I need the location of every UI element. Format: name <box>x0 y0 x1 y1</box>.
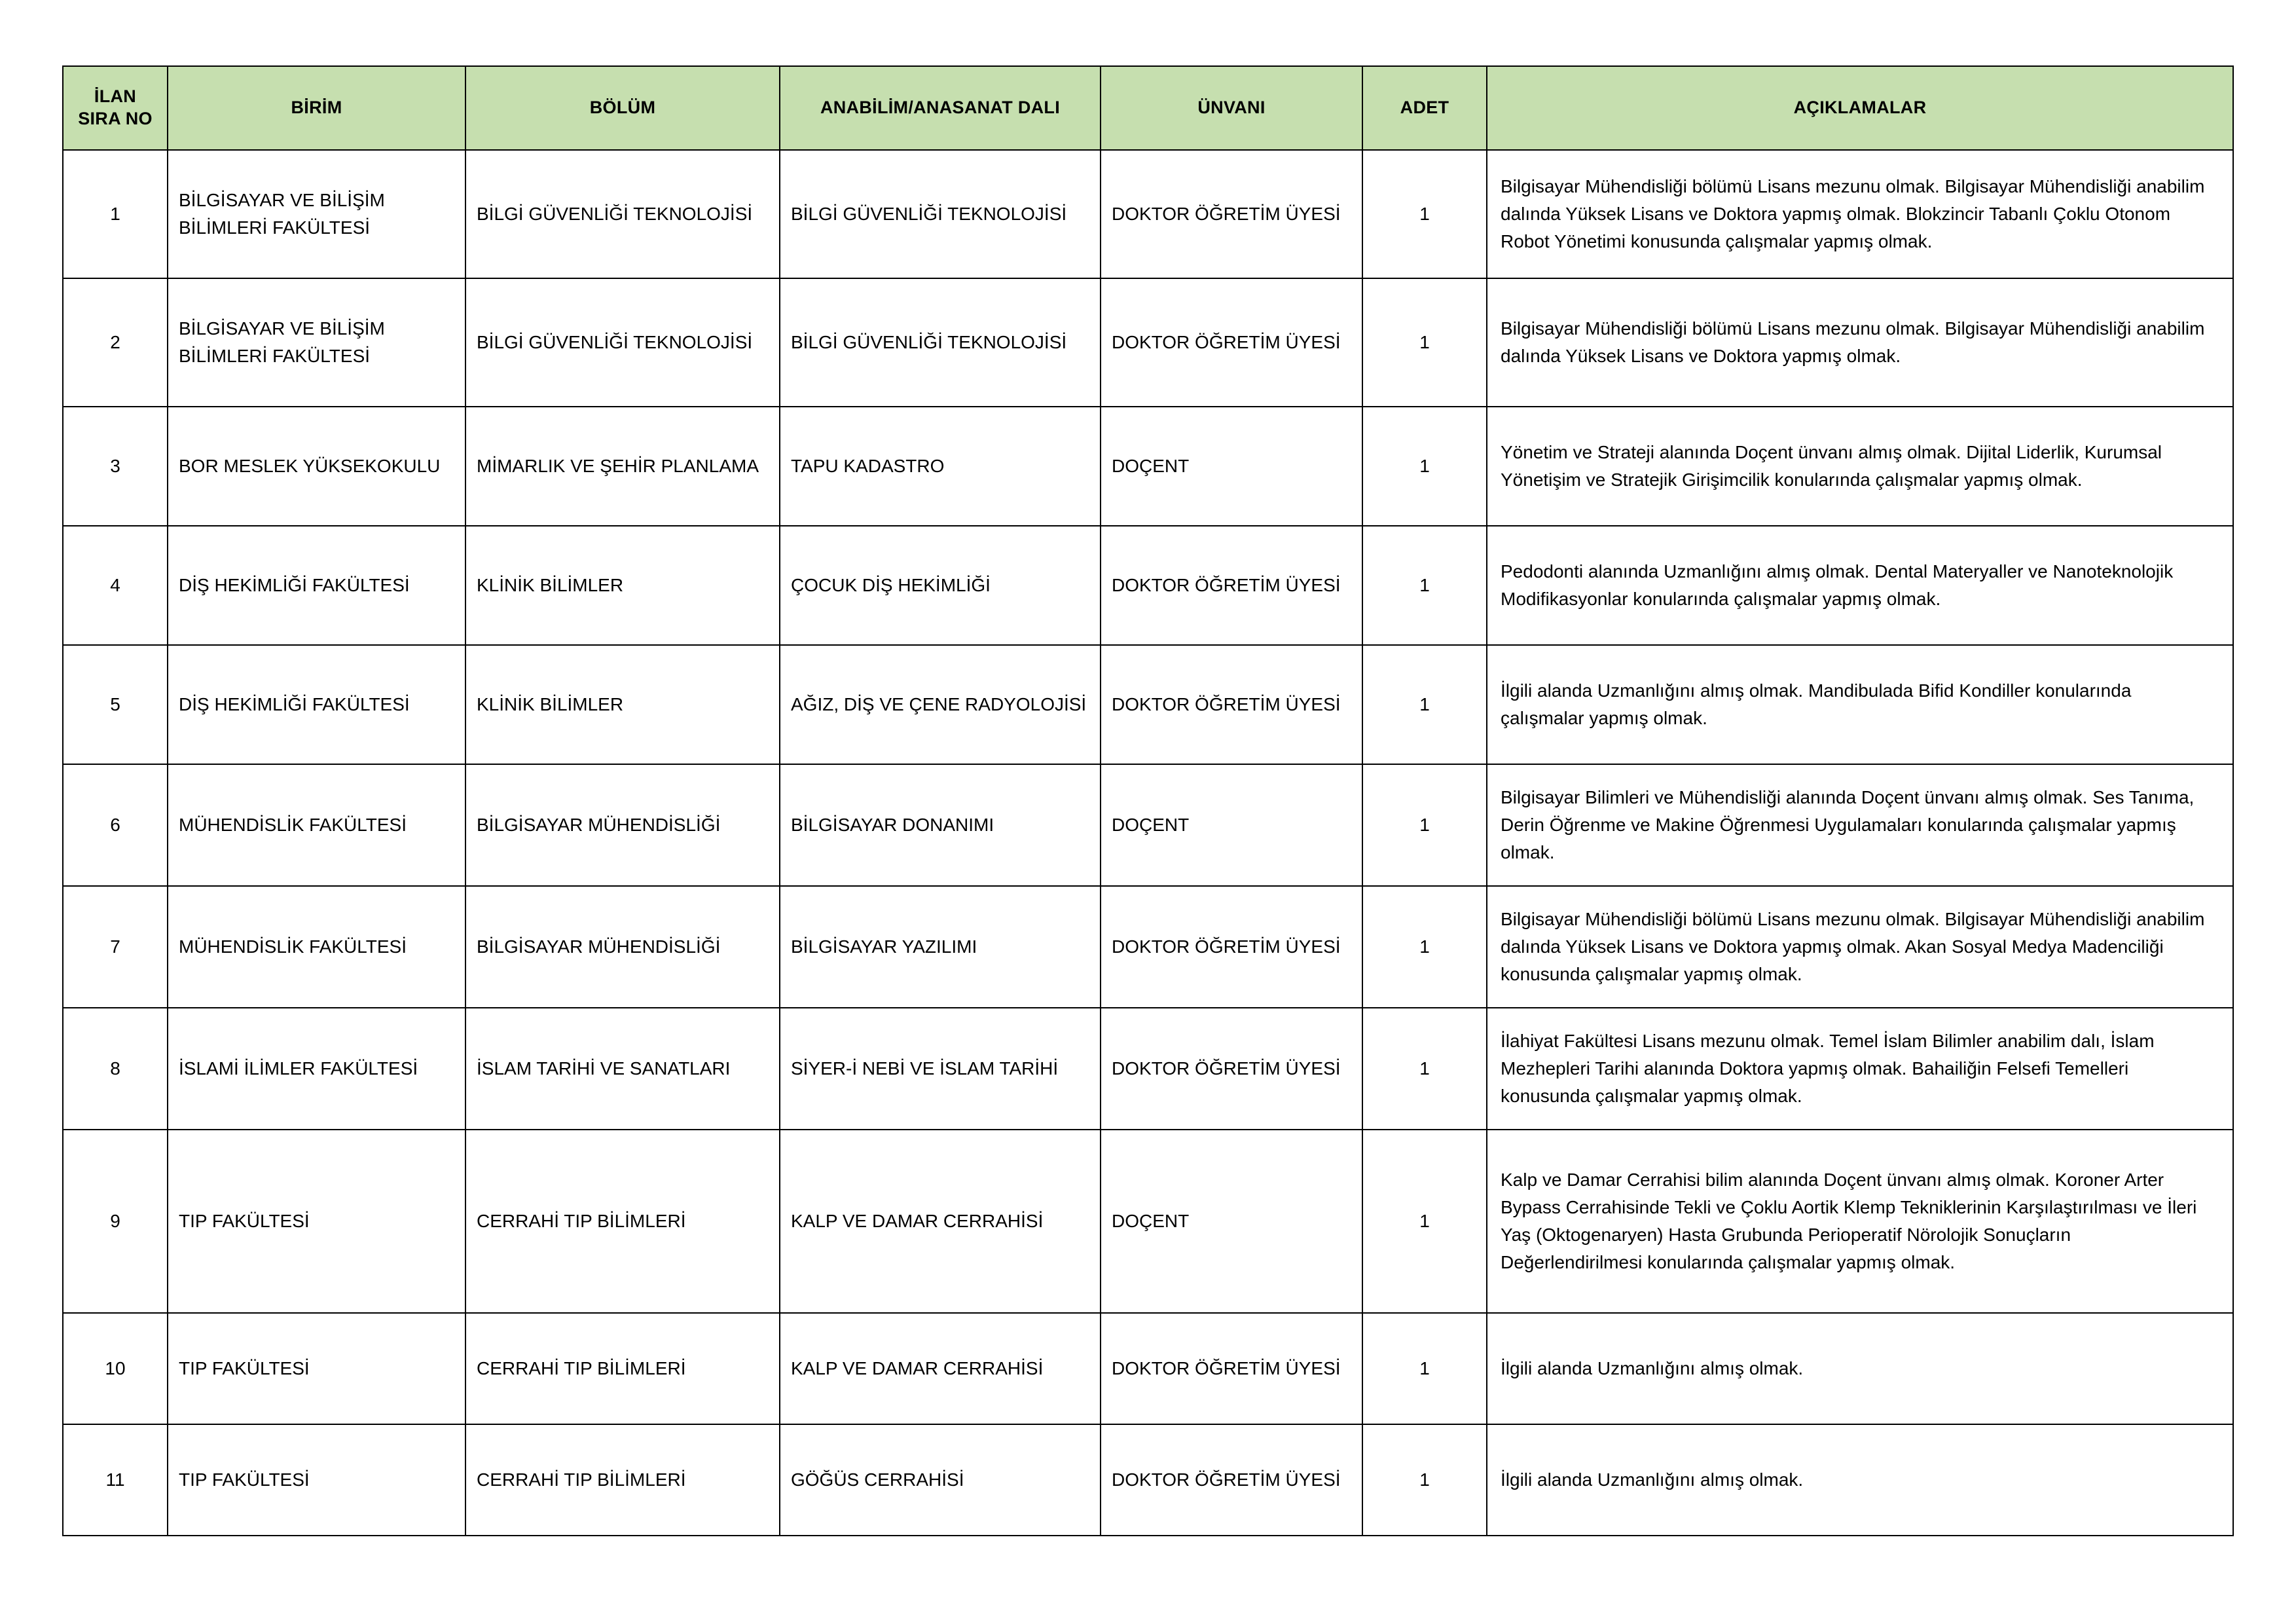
cell-unvan: DOKTOR ÖĞRETİM ÜYESİ <box>1101 645 1362 764</box>
cell-aciklama: Bilgisayar Mühendisliği bölümü Lisans mezunu olmak. Bilgisayar Mühendisliği anabilim dalında Yüksek Lisans ve Doktora yapmış olmak. Blokzincir Tabanlı Çoklu Otonom Robot Yönetimi konusunda çalışmalar yapmış olmak. <box>1487 150 2233 278</box>
table-row <box>63 645 2233 764</box>
column-header-ilan-line2: SIRA NO <box>78 109 153 128</box>
cell-anabilim: BİLGİSAYAR DONANIMI <box>780 764 1101 886</box>
table-header-row <box>63 66 2233 150</box>
cell-birim: İSLAMİ İLİMLER FAKÜLTESİ <box>168 1008 465 1130</box>
cell-bolum: KLİNİK BİLİMLER <box>465 526 780 645</box>
cell-aciklama: Bilgisayar Mühendisliği bölümü Lisans mezunu olmak. Bilgisayar Mühendisliği anabilim dalında Yüksek Lisans ve Doktora yapmış olmak. <box>1487 278 2233 407</box>
cell-bolum: CERRAHİ TIP BİLİMLERİ <box>465 1424 780 1536</box>
cell-adet: 1 <box>1362 526 1487 645</box>
cell-aciklama: İlahiyat Fakültesi Lisans mezunu olmak. Temel İslam Bilimler anabilim dalı, İslam Mezhepleri Tarihi alanında Doktora yapmış olmak. Bahailiğin Felsefi Temelleri konusunda çalışmalar yapmış olmak. <box>1487 1008 2233 1130</box>
cell-unvan: DOKTOR ÖĞRETİM ÜYESİ <box>1101 278 1362 407</box>
cell-unvan: DOÇENT <box>1101 1130 1362 1313</box>
cell-adet: 1 <box>1362 764 1487 886</box>
cell-adet: 1 <box>1362 1008 1487 1130</box>
cell-aciklama: Bilgisayar Mühendisliği bölümü Lisans mezunu olmak. Bilgisayar Mühendisliği anabilim dalında Yüksek Lisans ve Doktora yapmış olmak. Akan Sosyal Medya Madenciliği konusunda çalışmalar yapmış olmak. <box>1487 886 2233 1008</box>
cell-anabilim: GÖĞÜS CERRAHİSİ <box>780 1424 1101 1536</box>
column-header-ilan-sira-no <box>63 66 168 150</box>
cell-aciklama: Bilgisayar Bilimleri ve Mühendisliği alanında Doçent ünvanı almış olmak. Ses Tanıma, Derin Öğrenme ve Makine Öğrenmesi Uygulamaları konularında çalışmalar yapmış olmak. <box>1487 764 2233 886</box>
cell-adet: 1 <box>1362 1313 1487 1424</box>
cell-aciklama: İlgili alanda Uzmanlığını almış olmak. <box>1487 1313 2233 1424</box>
cell-sira-no: 8 <box>63 1008 168 1130</box>
cell-birim: TIP FAKÜLTESİ <box>168 1424 465 1536</box>
table-row <box>63 764 2233 886</box>
cell-adet: 1 <box>1362 407 1487 526</box>
cell-adet: 1 <box>1362 150 1487 278</box>
table-row <box>63 526 2233 645</box>
cell-sira-no: 6 <box>63 764 168 886</box>
cell-bolum: KLİNİK BİLİMLER <box>465 645 780 764</box>
table-row <box>63 278 2233 407</box>
cell-bolum: CERRAHİ TIP BİLİMLERİ <box>465 1313 780 1424</box>
cell-anabilim: SİYER-İ NEBİ VE İSLAM TARİHİ <box>780 1008 1101 1130</box>
cell-birim: MÜHENDİSLİK FAKÜLTESİ <box>168 886 465 1008</box>
column-header-anabilim-dali: ANABİLİM/ANASANAT DALI <box>780 66 1101 150</box>
column-header-aciklamalar: AÇIKLAMALAR <box>1487 66 2233 150</box>
cell-adet: 1 <box>1362 645 1487 764</box>
cell-sira-no: 4 <box>63 526 168 645</box>
column-header-birim: BİRİM <box>168 66 465 150</box>
cell-aciklama: İlgili alanda Uzmanlığını almış olmak. <box>1487 1424 2233 1536</box>
cell-unvan: DOKTOR ÖĞRETİM ÜYESİ <box>1101 526 1362 645</box>
cell-anabilim: BİLGİ GÜVENLİĞİ TEKNOLOJİSİ <box>780 150 1101 278</box>
cell-unvan: DOKTOR ÖĞRETİM ÜYESİ <box>1101 1008 1362 1130</box>
cell-sira-no: 9 <box>63 1130 168 1313</box>
column-header-unvani: ÜNVANI <box>1101 66 1362 150</box>
table-row <box>63 1008 2233 1130</box>
cell-sira-no: 10 <box>63 1313 168 1424</box>
cell-aciklama: Yönetim ve Strateji alanında Doçent ünvanı almış olmak. Dijital Liderlik, Kurumsal Yönetişim ve Stratejik Girişimcilik konularında çalışmalar yapmış olmak. <box>1487 407 2233 526</box>
cell-birim: DİŞ HEKİMLİĞİ FAKÜLTESİ <box>168 526 465 645</box>
cell-bolum: BİLGİ GÜVENLİĞİ TEKNOLOJİSİ <box>465 150 780 278</box>
cell-unvan: DOKTOR ÖĞRETİM ÜYESİ <box>1101 1424 1362 1536</box>
column-header-adet: ADET <box>1362 66 1487 150</box>
cell-unvan: DOÇENT <box>1101 764 1362 886</box>
table-header <box>63 66 2233 150</box>
cell-birim: BİLGİSAYAR VE BİLİŞİM BİLİMLERİ FAKÜLTESİ <box>168 150 465 278</box>
cell-aciklama: İlgili alanda Uzmanlığını almış olmak. Mandibulada Bifid Kondiller konularında çalışmalar yapmış olmak. <box>1487 645 2233 764</box>
cell-sira-no: 2 <box>63 278 168 407</box>
column-header-ilan-line1: İLAN <box>94 86 137 107</box>
table-row <box>63 886 2233 1008</box>
cell-aciklama: Pedodonti alanında Uzmanlığını almış olmak. Dental Materyaller ve Nanoteknolojik Modifikasyonlar konularında çalışmalar yapmış olmak. <box>1487 526 2233 645</box>
cell-anabilim: TAPU KADASTRO <box>780 407 1101 526</box>
cell-sira-no: 1 <box>63 150 168 278</box>
cell-sira-no: 11 <box>63 1424 168 1536</box>
table-row <box>63 407 2233 526</box>
cell-adet: 1 <box>1362 1130 1487 1313</box>
cell-birim: DİŞ HEKİMLİĞİ FAKÜLTESİ <box>168 645 465 764</box>
table-body <box>63 150 2233 1536</box>
cell-birim: TIP FAKÜLTESİ <box>168 1313 465 1424</box>
academic-positions-table <box>62 65 2234 1536</box>
cell-adet: 1 <box>1362 886 1487 1008</box>
table-row <box>63 1424 2233 1536</box>
cell-unvan: DOÇENT <box>1101 407 1362 526</box>
cell-birim: BOR MESLEK YÜKSEKOKULU <box>168 407 465 526</box>
cell-anabilim: BİLGİSAYAR YAZILIMI <box>780 886 1101 1008</box>
cell-bolum: CERRAHİ TIP BİLİMLERİ <box>465 1130 780 1313</box>
cell-sira-no: 5 <box>63 645 168 764</box>
cell-sira-no: 3 <box>63 407 168 526</box>
cell-anabilim: ÇOCUK DİŞ HEKİMLİĞİ <box>780 526 1101 645</box>
cell-bolum: MİMARLIK VE ŞEHİR PLANLAMA <box>465 407 780 526</box>
cell-sira-no: 7 <box>63 886 168 1008</box>
table-row <box>63 150 2233 278</box>
cell-unvan: DOKTOR ÖĞRETİM ÜYESİ <box>1101 886 1362 1008</box>
cell-unvan: DOKTOR ÖĞRETİM ÜYESİ <box>1101 1313 1362 1424</box>
cell-anabilim: KALP VE DAMAR CERRAHİSİ <box>780 1313 1101 1424</box>
cell-anabilim: KALP VE DAMAR CERRAHİSİ <box>780 1130 1101 1313</box>
cell-aciklama: Kalp ve Damar Cerrahisi bilim alanında Doçent ünvanı almış olmak. Koroner Arter Bypass Cerrahisinde Tekli ve Çoklu Aortik Klemp Tekniklerinin Karşılaştırılması ve İleri Yaş (Oktogenaryen) Hasta Grubunda Perioperatif Nörolojik Sonuçların Değerlendirilmesi konularında çalışmalar yapmış olmak. <box>1487 1130 2233 1313</box>
cell-anabilim: BİLGİ GÜVENLİĞİ TEKNOLOJİSİ <box>780 278 1101 407</box>
cell-bolum: BİLGİSAYAR MÜHENDİSLİĞİ <box>465 886 780 1008</box>
cell-birim: TIP FAKÜLTESİ <box>168 1130 465 1313</box>
cell-anabilim: AĞIZ, DİŞ VE ÇENE RADYOLOJİSİ <box>780 645 1101 764</box>
cell-bolum: BİLGİ GÜVENLİĞİ TEKNOLOJİSİ <box>465 278 780 407</box>
cell-bolum: İSLAM TARİHİ VE SANATLARI <box>465 1008 780 1130</box>
cell-birim: MÜHENDİSLİK FAKÜLTESİ <box>168 764 465 886</box>
table-row <box>63 1313 2233 1424</box>
cell-birim: BİLGİSAYAR VE BİLİŞİM BİLİMLERİ FAKÜLTESİ <box>168 278 465 407</box>
table-row <box>63 1130 2233 1313</box>
column-header-bolum: BÖLÜM <box>465 66 780 150</box>
cell-unvan: DOKTOR ÖĞRETİM ÜYESİ <box>1101 150 1362 278</box>
cell-adet: 1 <box>1362 278 1487 407</box>
cell-adet: 1 <box>1362 1424 1487 1536</box>
cell-bolum: BİLGİSAYAR MÜHENDİSLİĞİ <box>465 764 780 886</box>
